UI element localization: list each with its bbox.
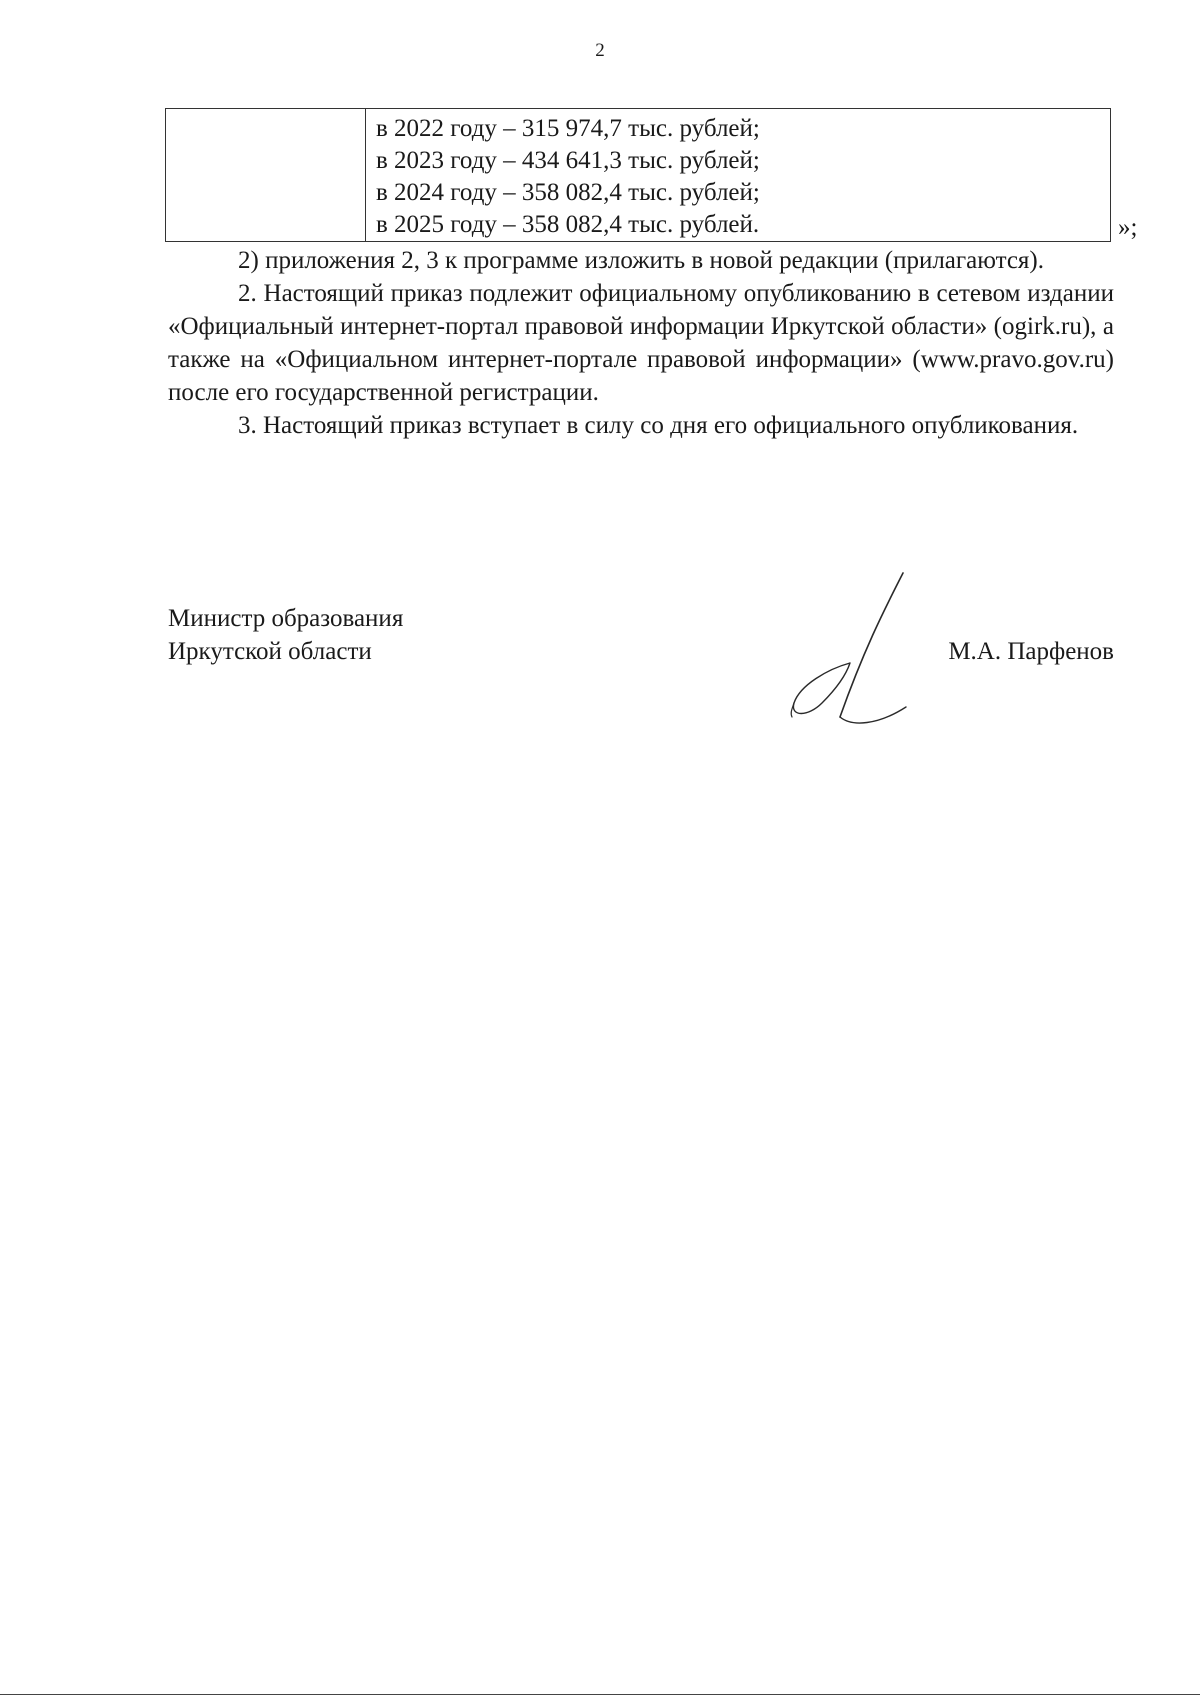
minister-name: М.А. Парфенов bbox=[948, 638, 1114, 665]
funding-table-values-cell bbox=[366, 109, 1110, 241]
page-number: 2 bbox=[595, 40, 605, 61]
minister-title bbox=[168, 602, 403, 668]
paragraph-appendices: 2) приложения 2, 3 к программе изложить в новой редакции (прилагаются). bbox=[238, 247, 1044, 274]
paragraph-publication: 2. Настоящий приказ подлежит официальному опубликованию в сетевом издании «Официальный интернет-портал правовой информации Иркутской области» (ogirk.ru), а также на «Официальном интернет-портале правовой информации» (www.pravo.gov.ru) после его государственной регистрации. bbox=[168, 280, 1114, 406]
funding-line-2023: в 2023 году – 434 641,3 тыс. рублей; bbox=[376, 147, 760, 174]
document-body bbox=[168, 244, 1114, 442]
paragraph-effective-date: 3. Настоящий приказ вступает в силу со дня его официального опубликования. bbox=[238, 412, 1079, 439]
closing-quote: »; bbox=[1118, 214, 1138, 241]
funding-table-empty-cell bbox=[166, 109, 366, 241]
funding-line-2022: в 2022 году – 315 974,7 тыс. рублей; bbox=[376, 115, 760, 142]
funding-line-2024: в 2024 году – 358 082,4 тыс. рублей; bbox=[376, 179, 760, 206]
signature-block bbox=[168, 602, 1114, 742]
funding-table bbox=[165, 108, 1111, 242]
scan-bottom-edge bbox=[0, 1694, 1200, 1695]
minister-title-line1: Министр образования bbox=[168, 605, 404, 632]
minister-title-line2: Иркутской области bbox=[168, 638, 372, 665]
funding-line-2025: в 2025 году – 358 082,4 тыс. рублей. bbox=[376, 211, 760, 238]
handwritten-signature-icon bbox=[778, 567, 928, 737]
